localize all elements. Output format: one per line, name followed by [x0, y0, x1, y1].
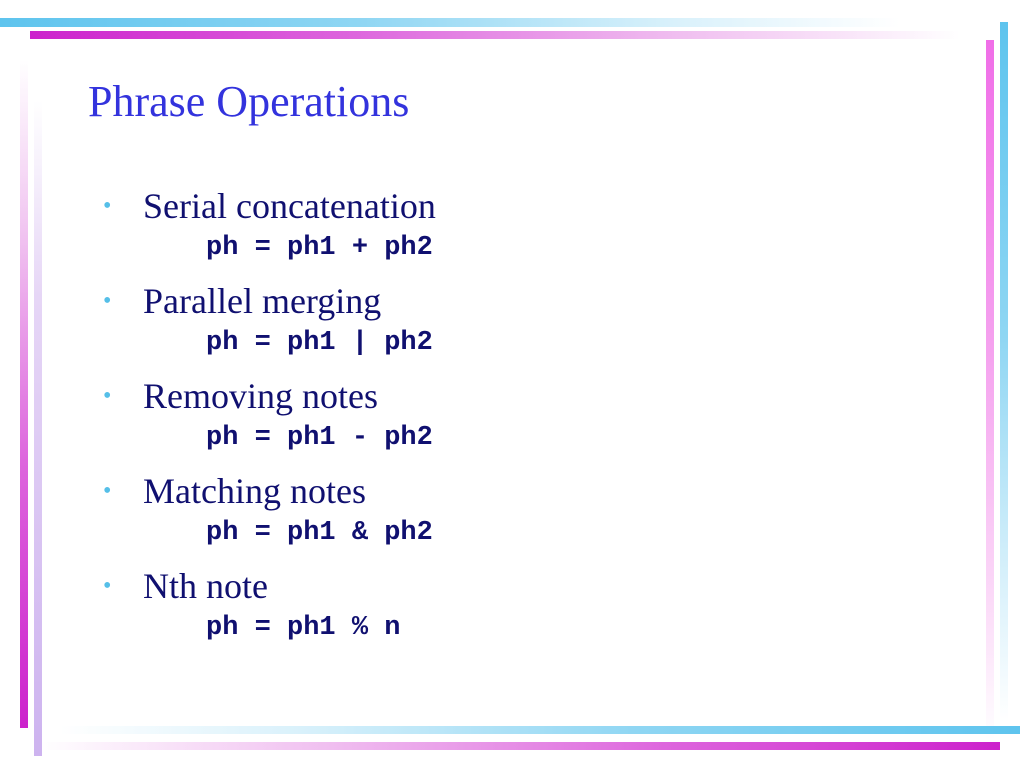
bullet-icon: • [103, 478, 112, 504]
frame-bar-bottom-magenta [40, 742, 1000, 750]
code-expression: ph = ph1 + ph2 [206, 233, 433, 263]
bullet-label: Matching notes [143, 471, 366, 511]
code-expression: ph = ph1 - ph2 [206, 423, 433, 453]
frame-bar-right-cyan [1000, 22, 1008, 722]
slide-title: Phrase Operations [88, 77, 410, 126]
code-expression: ph = ph1 | ph2 [206, 328, 433, 358]
frame-bar-top-cyan [0, 18, 900, 27]
bullet-icon: • [103, 288, 112, 314]
code-expression: ph = ph1 % n [206, 613, 401, 643]
frame-bar-left-lavender [34, 100, 42, 756]
bullet-label: Nth note [143, 566, 268, 606]
frame-bar-left-magenta [20, 60, 28, 728]
frame-bar-bottom-cyan [60, 726, 1020, 734]
bullet-label: Parallel merging [143, 281, 382, 321]
bullet-icon: • [103, 193, 112, 219]
frame-bar-right-pink [986, 40, 994, 740]
code-expression: ph = ph1 & ph2 [206, 518, 433, 548]
frame-bar-top-magenta [30, 31, 960, 39]
bullet-icon: • [103, 573, 112, 599]
bullet-label: Serial concatenation [143, 186, 436, 226]
bullet-icon: • [103, 383, 112, 409]
bullet-label: Removing notes [143, 376, 378, 416]
